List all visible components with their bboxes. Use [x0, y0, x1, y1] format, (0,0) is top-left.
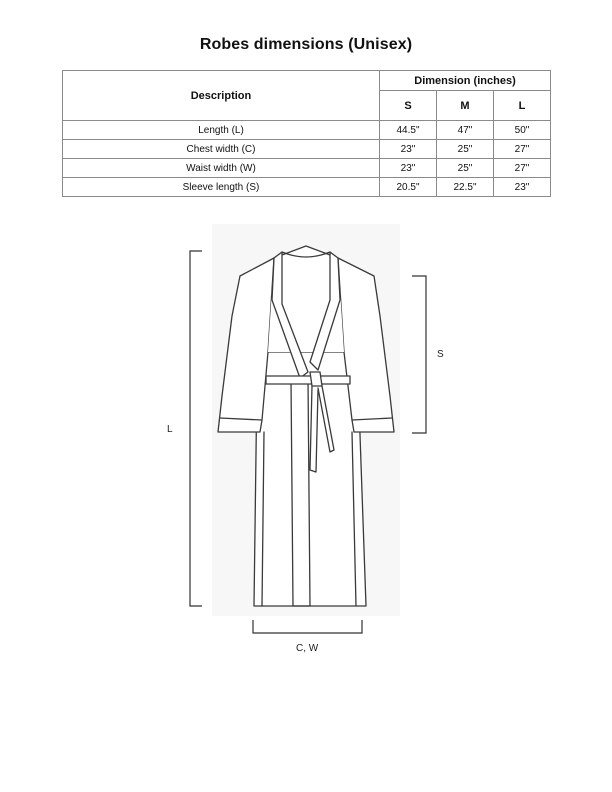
- row-label: Chest width (C): [63, 140, 380, 159]
- row-label: Waist width (W): [63, 159, 380, 178]
- cell-value: 25": [437, 140, 494, 159]
- sleeve-bracket: [412, 276, 426, 433]
- cell-value: 50": [494, 121, 551, 140]
- cell-value: 27": [494, 159, 551, 178]
- cell-value: 44.5": [380, 121, 437, 140]
- cell-value: 47": [437, 121, 494, 140]
- cell-value: 22.5": [437, 178, 494, 197]
- size-header-m: M: [437, 91, 494, 121]
- cell-value: 27": [494, 140, 551, 159]
- sleeve-label: S: [437, 349, 444, 360]
- description-header: Description: [63, 71, 380, 121]
- row-label: Sleeve length (S): [63, 178, 380, 197]
- cell-value: 23": [380, 140, 437, 159]
- cell-value: 25": [437, 159, 494, 178]
- length-bracket: [190, 251, 202, 606]
- length-label: L: [167, 424, 173, 435]
- width-bracket: [253, 620, 362, 633]
- size-header-l: L: [494, 91, 551, 121]
- size-header-s: S: [380, 91, 437, 121]
- cell-value: 20.5": [380, 178, 437, 197]
- page-title: Robes dimensions (Unisex): [199, 36, 413, 53]
- cell-value: 23": [380, 159, 437, 178]
- dimension-header: Dimension (inches): [380, 71, 551, 91]
- width-label: C, W: [296, 643, 319, 654]
- row-label: Length (L): [63, 121, 380, 140]
- cell-value: 23": [494, 178, 551, 197]
